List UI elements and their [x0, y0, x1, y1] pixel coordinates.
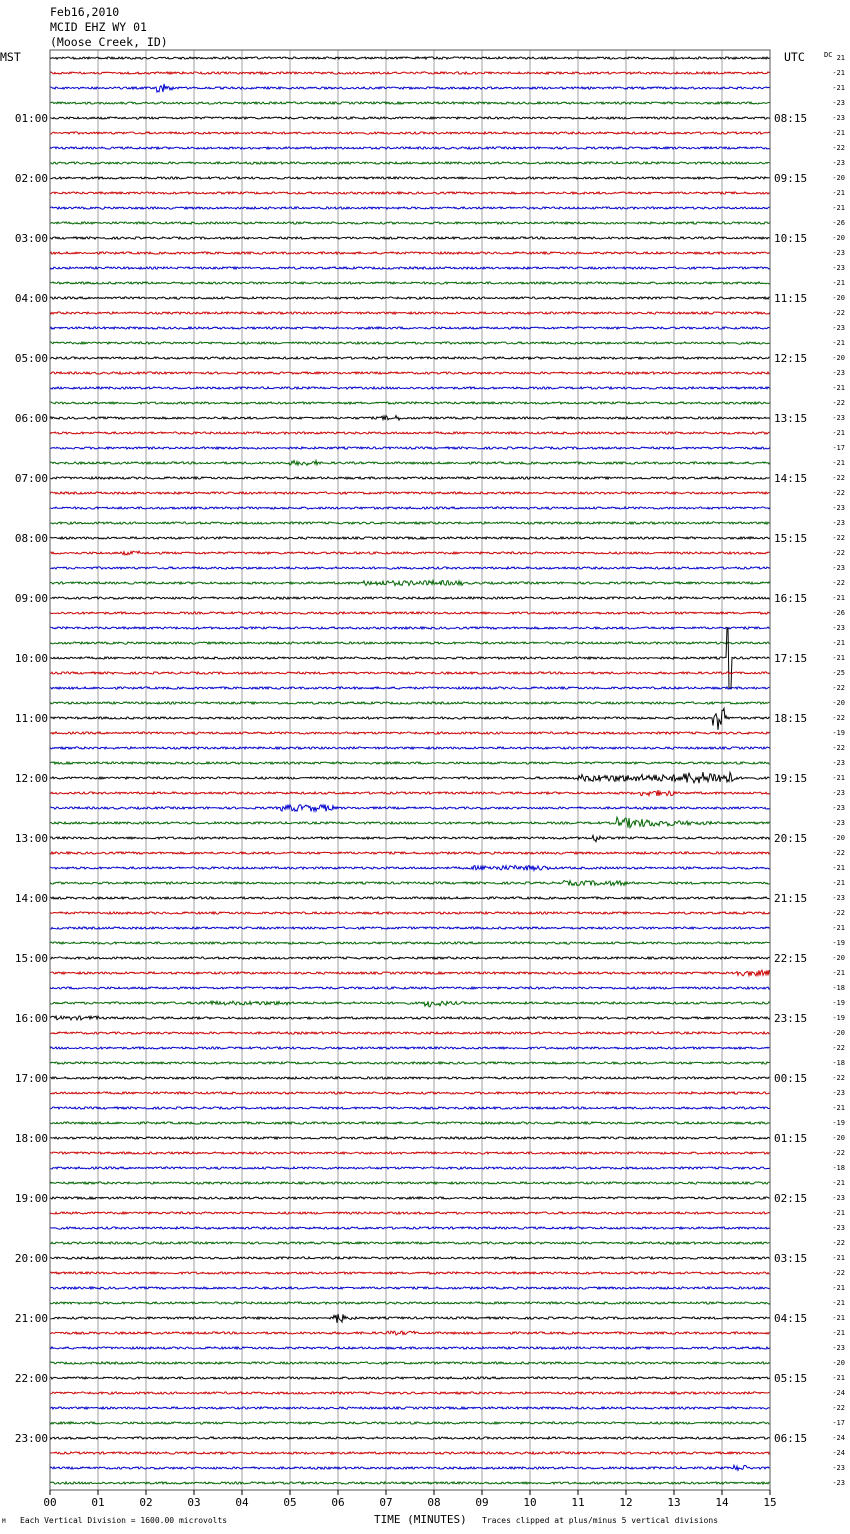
dc-offset-label: -21 — [832, 459, 845, 467]
hour-label-left: 08:00 — [14, 532, 48, 545]
dc-offset-label: -24 — [832, 1434, 845, 1442]
dc-offset-label: -21 — [832, 189, 845, 197]
dc-offset-label: -18 — [832, 1059, 845, 1067]
dc-offset-label: -22 — [832, 489, 845, 497]
dc-offset-label: -21 — [832, 864, 845, 872]
dc-offset-label: -23 — [832, 789, 845, 797]
dc-offset-label: -22 — [832, 909, 845, 917]
dc-offset-label: -22 — [832, 1269, 845, 1277]
hour-label-right: 18:15 — [774, 712, 808, 725]
x-tick-label: 03 — [187, 1496, 201, 1509]
dc-offset-label: -20 — [832, 954, 845, 962]
dc-offset-label: -24 — [832, 1389, 845, 1397]
dc-offset-label: -21 — [832, 339, 845, 347]
hour-label-left: 13:00 — [14, 832, 48, 845]
dc-offset-label: -21 — [832, 639, 845, 647]
dc-offset-label: -23 — [832, 519, 845, 527]
dc-offset-label: -21 — [832, 1374, 845, 1382]
hour-label-right: 11:15 — [774, 292, 808, 305]
dc-offset-label: -18 — [832, 1164, 845, 1172]
dc-offset-label: -22 — [832, 744, 845, 752]
header-location: (Moose Creek, ID) — [50, 35, 168, 49]
dc-offset-label: -23 — [832, 114, 845, 122]
dc-offset-label: -21 — [832, 129, 845, 137]
hour-label-left: 14:00 — [14, 892, 48, 905]
hour-label-left: 06:00 — [14, 412, 48, 425]
hour-label-right: 21:15 — [774, 892, 808, 905]
x-tick-label: 15 — [763, 1496, 777, 1509]
dc-offset-label: -19 — [832, 729, 845, 737]
x-tick-label: 14 — [715, 1496, 729, 1509]
dc-offset-label: -21 — [832, 1284, 845, 1292]
dc-offset-label: -20 — [832, 354, 845, 362]
dc-offset-label: -19 — [832, 939, 845, 947]
dc-offset-label: -23 — [832, 1089, 845, 1097]
clip-note: Traces clipped at plus/minus 5 vertical divisions — [482, 1516, 719, 1525]
dc-offset-label: -21 — [832, 774, 845, 782]
hour-label-right: 23:15 — [774, 1012, 808, 1025]
dc-offset-label: -20 — [832, 699, 845, 707]
dc-offset-label: -21 — [832, 279, 845, 287]
right-axis-title: UTC — [784, 50, 805, 64]
dc-offset-label: -21 — [832, 204, 845, 212]
dc-offset-label: -22 — [832, 534, 845, 542]
dc-offset-label: -23 — [832, 1464, 845, 1472]
dc-offset-label: -21 — [832, 969, 845, 977]
dc-offset-label: -23 — [832, 264, 845, 272]
hour-label-left: 11:00 — [14, 712, 48, 725]
hour-label-left: 01:00 — [14, 112, 48, 125]
dc-offset-label: -23 — [832, 324, 845, 332]
hour-label-right: 14:15 — [774, 472, 808, 485]
dc-offset-label: -20 — [832, 174, 845, 182]
dc-offset-label: -21 — [832, 1299, 845, 1307]
hour-label-right: 08:15 — [774, 112, 808, 125]
hour-label-left: 21:00 — [14, 1312, 48, 1325]
hour-label-left: 15:00 — [14, 952, 48, 965]
dc-offset-label: -19 — [832, 999, 845, 1007]
hour-label-right: 16:15 — [774, 592, 808, 605]
x-tick-label: 00 — [43, 1496, 57, 1509]
x-tick-label: 09 — [475, 1496, 489, 1509]
dc-offset-label: -23 — [832, 369, 845, 377]
hour-label-right: 05:15 — [774, 1372, 808, 1385]
left-axis-title: MST — [0, 50, 21, 64]
dc-offset-label: -22 — [832, 144, 845, 152]
dc-offset-label: -22 — [832, 309, 845, 317]
hour-label-left: 04:00 — [14, 292, 48, 305]
hour-label-left: 05:00 — [14, 352, 48, 365]
dc-column-title: DC — [824, 51, 833, 59]
hour-label-left: 23:00 — [14, 1432, 48, 1445]
hour-label-right: 13:15 — [774, 412, 808, 425]
x-tick-label: 01 — [91, 1496, 105, 1509]
scale-note: Each Vertical Division = 1600.00 microvolts — [20, 1516, 228, 1525]
dc-offset-label: -22 — [832, 849, 845, 857]
dc-offset-label: -20 — [832, 1359, 845, 1367]
dc-offset-label: -21 — [832, 924, 845, 932]
x-tick-label: 08 — [427, 1496, 441, 1509]
dc-offset-label: -22 — [832, 684, 845, 692]
hour-label-left: 22:00 — [14, 1372, 48, 1385]
dc-offset-label: -22 — [832, 1239, 845, 1247]
dc-offset-label: -21 — [832, 1104, 845, 1112]
hour-label-left: 17:00 — [14, 1072, 48, 1085]
x-tick-label: 07 — [379, 1496, 393, 1509]
dc-offset-label: -24 — [832, 1449, 845, 1457]
hour-label-right: 09:15 — [774, 172, 808, 185]
dc-offset-label: -21 — [832, 84, 845, 92]
hour-label-left: 19:00 — [14, 1192, 48, 1205]
hour-label-left: 18:00 — [14, 1132, 48, 1145]
dc-offset-label: -22 — [832, 1149, 845, 1157]
hour-label-left: 20:00 — [14, 1252, 48, 1265]
dc-offset-label: -23 — [832, 624, 845, 632]
hour-label-right: 02:15 — [774, 1192, 808, 1205]
header-date: Feb16,2010 — [50, 5, 120, 19]
x-tick-label: 11 — [571, 1496, 585, 1509]
hour-label-left: 09:00 — [14, 592, 48, 605]
dc-offset-label: -21 — [832, 594, 845, 602]
dc-offset-label: -21 — [832, 879, 845, 887]
dc-offset-label: -26 — [832, 609, 845, 617]
dc-offset-label: -20 — [832, 294, 845, 302]
dc-offset-label: -23 — [832, 1479, 845, 1487]
x-tick-label: 05 — [283, 1496, 297, 1509]
hour-label-left: 16:00 — [14, 1012, 48, 1025]
corner-mark: M — [2, 1518, 6, 1525]
x-axis-label: TIME (MINUTES) — [374, 1513, 467, 1526]
dc-offset-label: -23 — [832, 894, 845, 902]
dc-offset-label: -23 — [832, 159, 845, 167]
dc-offset-label: -26 — [832, 219, 845, 227]
dc-offset-label: -23 — [832, 249, 845, 257]
dc-offset-label: -22 — [832, 399, 845, 407]
dc-offset-label: -21 — [832, 1329, 845, 1337]
dc-offset-label: -22 — [832, 549, 845, 557]
dc-offset-label: -21 — [832, 429, 845, 437]
header-station: MCID EHZ WY 01 — [50, 20, 147, 34]
hour-label-right: 20:15 — [774, 832, 808, 845]
x-tick-label: 12 — [619, 1496, 633, 1509]
hour-label-right: 22:15 — [774, 952, 808, 965]
hour-label-right: 15:15 — [774, 532, 808, 545]
dc-offset-label: -22 — [832, 1074, 845, 1082]
dc-offset-label: -23 — [832, 564, 845, 572]
hour-label-right: 04:15 — [774, 1312, 808, 1325]
dc-offset-label: -20 — [832, 234, 845, 242]
dc-offset-label: 21 — [836, 54, 845, 62]
hour-label-left: 07:00 — [14, 472, 48, 485]
hour-label-left: 03:00 — [14, 232, 48, 245]
x-tick-label: 02 — [139, 1496, 153, 1509]
dc-offset-label: -23 — [832, 1194, 845, 1202]
hour-label-right: 00:15 — [774, 1072, 808, 1085]
dc-offset-label: -21 — [832, 1314, 845, 1322]
dc-offset-label: -22 — [832, 579, 845, 587]
dc-offset-label: -19 — [832, 1014, 845, 1022]
dc-offset-label: -21 — [832, 654, 845, 662]
dc-offset-label: -23 — [832, 99, 845, 107]
dc-offset-label: -23 — [832, 804, 845, 812]
dc-offset-label: -23 — [832, 1344, 845, 1352]
dc-offset-label: -20 — [832, 1029, 845, 1037]
dc-offset-label: -23 — [832, 759, 845, 767]
hour-label-right: 10:15 — [774, 232, 808, 245]
hour-label-right: 17:15 — [774, 652, 808, 665]
dc-offset-label: -17 — [832, 1419, 845, 1427]
dc-offset-label: -22 — [832, 1044, 845, 1052]
dc-offset-label: -21 — [832, 1209, 845, 1217]
dc-offset-label: -23 — [832, 504, 845, 512]
dc-offset-label: -21 — [832, 1179, 845, 1187]
dc-offset-label: -17 — [832, 444, 845, 452]
x-tick-label: 04 — [235, 1496, 249, 1509]
dc-offset-label: -23 — [832, 819, 845, 827]
hour-label-left: 02:00 — [14, 172, 48, 185]
dc-offset-label: -22 — [832, 474, 845, 482]
hour-label-right: 01:15 — [774, 1132, 808, 1145]
dc-offset-label: -19 — [832, 1119, 845, 1127]
dc-offset-label: -23 — [832, 414, 845, 422]
dc-offset-label: -25 — [832, 669, 845, 677]
x-tick-label: 10 — [523, 1496, 537, 1509]
hour-label-left: 10:00 — [14, 652, 48, 665]
dc-offset-label: -22 — [832, 714, 845, 722]
hour-label-right: 03:15 — [774, 1252, 808, 1265]
dc-offset-label: -21 — [832, 69, 845, 77]
dc-offset-label: -21 — [832, 1254, 845, 1262]
dc-offset-label: -18 — [832, 984, 845, 992]
hour-label-left: 12:00 — [14, 772, 48, 785]
hour-label-right: 06:15 — [774, 1432, 808, 1445]
dc-offset-label: -21 — [832, 384, 845, 392]
dc-offset-label: -23 — [832, 1224, 845, 1232]
hour-label-right: 19:15 — [774, 772, 808, 785]
hour-label-right: 12:15 — [774, 352, 808, 365]
dc-offset-label: -20 — [832, 834, 845, 842]
x-tick-label: 13 — [667, 1496, 681, 1509]
dc-offset-label: -22 — [832, 1404, 845, 1412]
x-tick-label: 06 — [331, 1496, 345, 1509]
dc-offset-label: -20 — [832, 1134, 845, 1142]
